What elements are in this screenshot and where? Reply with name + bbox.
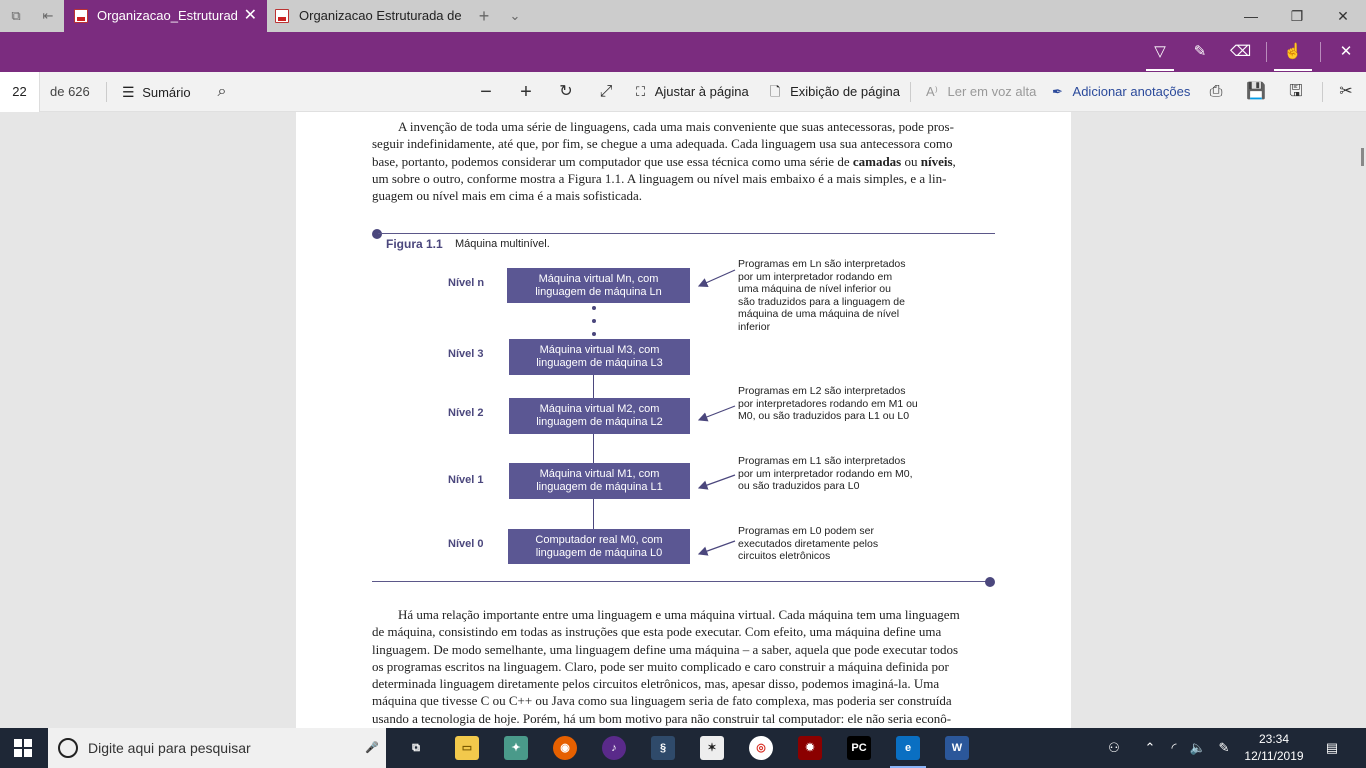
page-icon: 🗋 [770,84,781,99]
reader-toolbar [0,72,1366,112]
page-view-button[interactable] [770,72,900,112]
arrow [699,541,735,554]
box-line: linguagem de máquina L2 [536,416,663,428]
tab-title: Organizacao_Estruturad [97,8,238,23]
volume-icon[interactable]: 🔈 [1189,740,1207,755]
text-highlight-icon[interactable]: ✎ [1193,43,1207,60]
save-icon[interactable]: 💾 [1246,83,1266,100]
text-line: determinada linguagem diretamente pelos circuitos eletrônicos, mas, apesar disso, podemos imaginá-la. Uma [372,676,940,692]
level-label: Nível 2 [448,407,484,419]
counter-strike-icon[interactable]: ✶ [700,736,724,760]
figure-top-dot [372,229,382,239]
page-view-label: Exibição de página [790,84,900,99]
box-line: linguagem de máquina L3 [536,357,663,369]
minimize-button[interactable]: — [1244,8,1258,24]
text-line: Há uma relação importante entre uma linguagem e uma máquina virtual. Cada máquina tem uma linguagem [398,607,960,622]
text-run: base, portanto, podemos considerar um computador que use essa técnica como uma série de [372,153,853,169]
text-line: linguagem. De modo semelhante, uma linguagem define uma máquina – a saber, aquela que pode executar todos [372,641,959,657]
note-line: Programas em Ln são interpretados [738,258,906,270]
arrow [699,270,735,286]
maximize-button[interactable]: ❐ [1290,8,1304,24]
text-run: ou [901,153,921,169]
zoom-out-icon[interactable]: − [480,81,492,103]
note-line: por um interpretador rodando em M0, [738,467,913,480]
note-line: máquina de uma máquina de nível [738,308,900,320]
page-number-input[interactable]: 22 [0,72,40,112]
chevron-up-icon[interactable]: ⌃ [1144,740,1156,755]
pdf-icon [74,9,88,23]
page-total: de 626 [50,84,90,99]
list-icon: ☰ [122,84,135,100]
level-box [509,463,690,499]
separator [1266,42,1267,62]
bold-term: camadas [852,153,902,169]
figure-caption: Máquina multinível. [455,238,550,250]
vertical-scrollbar[interactable] [1361,148,1364,166]
level-note [738,385,948,423]
highlighter-icon[interactable]: ▽ [1154,43,1166,60]
document-area[interactable] [0,112,1366,728]
paragraph-1 [372,118,995,204]
note-line: inferior [738,320,771,333]
fullscreen-icon[interactable]: ⤢ [599,83,613,100]
tabs-back-icon[interactable]: ⇤ [42,8,54,23]
windows-start-icon[interactable] [14,739,32,757]
text-line: guagem ou nível mais em cima é a mais sofisticada. [372,188,643,204]
note-line: uma máquina de nível inferior ou [738,283,891,295]
text-line: seguir indefinidamente, até que, por fim, se chegue a uma adequada. Cada linguagem usa sua antecessora como [372,136,953,152]
level-note [738,525,938,563]
rotate-icon[interactable]: ↻ [559,83,573,100]
mic-icon[interactable]: 🎤 [365,742,379,754]
chrome-icon[interactable]: ◎ [749,736,773,760]
note-line: Programas em L2 são interpretados [738,385,906,397]
save-as-icon[interactable]: 🖫 [1289,83,1303,100]
ink-toolbar [0,32,1366,72]
paragraph-2 [372,606,995,727]
connector-line [593,375,594,398]
box-line: linguagem de máquina L0 [535,546,663,559]
note-line: Programas em L1 são interpretados [738,455,906,467]
close-window-button[interactable]: ✕ [1337,8,1349,24]
contents-button[interactable] [122,72,191,112]
connector-line [593,434,594,463]
fit-page-label: Ajustar à página [654,84,749,99]
text-line: um sobre o outro, conforme mostra a Figura 1.1. A linguagem ou nível mais embaixo é a mais simples, e a lin- [372,170,947,186]
contents-label: Sumário [142,85,191,100]
tab-organizacao-1[interactable] [64,0,267,32]
read-aloud-button[interactable] [926,72,1036,112]
edge-icon[interactable]: e [896,736,920,760]
app-blue-icon[interactable]: § [651,736,675,760]
text-line [372,153,995,170]
level-note [738,455,948,493]
box-line: Computador real M0, com [535,533,663,546]
file-explorer-icon[interactable]: ▭ [455,736,479,760]
box-line: linguagem de máquina Ln [535,285,662,298]
tab-title: Organizacao Estruturada de [299,8,462,23]
text-line: de máquina, consistindo em todas as instruções que esta pode executar. Com efeito, uma máquina define uma [372,624,942,640]
box-line: Máquina virtual M3, com [539,344,660,356]
note-line: M0, ou são traduzidos para L1 ou L0 [738,410,910,422]
tab-bar [0,0,1366,32]
text-line: usando a tecnologia de hoje. Porém, há um bom motivo para não construir tal computador: ele não seria econô- [372,710,952,726]
level-note [738,258,938,333]
level-box [509,339,690,375]
level-box [508,529,690,564]
touch-write-icon[interactable]: ☝ [1283,43,1303,60]
new-tab-icon[interactable]: + [478,6,490,26]
clock-date: 12/11/2019 [1244,749,1304,763]
close-ink-icon[interactable]: ✕ [1339,43,1353,60]
taskbar-search[interactable] [48,728,386,768]
search-placeholder: Digite aqui para pesquisar [88,740,251,756]
text-line: máquina que tivesse C ou C++ ou Java como sua linguagem seria de fato complexa, mas poderia ser construída [372,693,952,709]
separator [1322,82,1323,102]
figure-bottom-rule [372,581,990,582]
read-aloud-label: Ler em voz alta [947,84,1037,99]
figure-top-rule [378,233,995,234]
firefox-icon[interactable]: ◉ [553,736,577,760]
add-notes-button[interactable] [1052,72,1190,112]
separator [1320,42,1321,62]
zoom-in-icon[interactable]: + [520,81,532,103]
note-line: por interpretadores rodando em M1 ou [738,397,918,410]
level-label: Nível 0 [448,538,484,550]
chevron-down-icon[interactable]: ⌄ [509,8,521,23]
app-green-icon[interactable]: ✦ [504,736,528,760]
pen-workspace-icon[interactable]: ✎ [1218,740,1230,755]
clock-time: 23:34 [1258,732,1290,746]
separator [910,82,911,102]
people-icon[interactable]: ⚇ [1108,740,1120,755]
eraser-icon[interactable]: ⌫ [1230,43,1252,60]
figure-number: Figura 1.1 [386,237,443,251]
print-icon[interactable]: ⎙ [1209,83,1223,100]
note-line: ou são traduzidos para L0 [738,480,860,492]
notifications-icon[interactable]: ▤ [1325,740,1339,755]
level-box [507,268,690,303]
note-line: executados diretamente pelos [738,537,879,550]
clock[interactable] [1244,731,1304,765]
add-notes-label: Adicionar anotações [1072,84,1191,99]
word-icon[interactable]: W [945,736,969,760]
app-red-icon[interactable]: ✹ [798,736,822,760]
app-purple-icon[interactable]: ♪ [602,736,626,760]
network-icon[interactable]: ◜ [1171,740,1177,755]
arrow [699,475,735,488]
note-line: são traduzidos para a linguagem de [738,295,905,308]
ellipsis-dot [592,319,596,323]
tab-close-icon[interactable]: ✕ [243,7,257,24]
box-line: Máquina virtual M2, com [539,403,660,415]
tabs-aside-icon[interactable]: ⧉ [11,8,21,23]
box-line: linguagem de máquina L1 [536,481,663,493]
pen-icon: ✒ [1052,84,1063,99]
arrow [699,406,735,420]
taskbar [0,728,1366,768]
ellipsis-dot [592,306,596,310]
text-line: os programas escritos na linguagem. Claro, pode ser muito complicado e caro construir a máquina definida por [372,658,949,674]
active-tool-underline [1146,69,1174,71]
pdf-icon [275,9,289,23]
box-line: Máquina virtual M1, com [539,468,660,480]
level-label: Nível n [448,277,485,289]
connector-line [593,499,594,529]
active-tool-underline [1274,69,1312,71]
note-line: Programas em L0 podem ser [738,525,874,537]
pin-icon[interactable]: ✂ [1339,83,1353,100]
note-arrows [691,262,741,562]
figure-bottom-dot [985,577,995,587]
separator [106,82,107,102]
read-aloud-icon: A⁾ [926,84,938,99]
pycharm-icon[interactable]: PC [847,736,871,760]
text-run: , [952,153,956,169]
level-box [509,398,690,434]
text-line: A invenção de toda uma série de linguagens, cada uma mais conveniente que suas antecessoras, pode pros- [398,119,954,134]
cortana-icon [58,738,78,758]
level-label: Nível 3 [448,348,484,360]
fit-page-icon: ⛶ [636,84,646,99]
ellipsis-dot [592,332,596,336]
level-label: Nível 1 [448,474,484,486]
fit-page-button[interactable] [636,72,749,112]
task-view-icon[interactable]: ⧉ [412,742,420,754]
note-line: circuitos eletrônicos [738,550,831,562]
pdf-page [296,112,1071,728]
search-icon[interactable]: ⌕ [217,83,227,100]
note-line: por um interpretador rodando em [738,270,893,283]
box-line: Máquina virtual Mn, com [538,272,659,285]
tab-organizacao-2[interactable] [267,0,467,32]
bold-term: níveis [920,153,953,169]
